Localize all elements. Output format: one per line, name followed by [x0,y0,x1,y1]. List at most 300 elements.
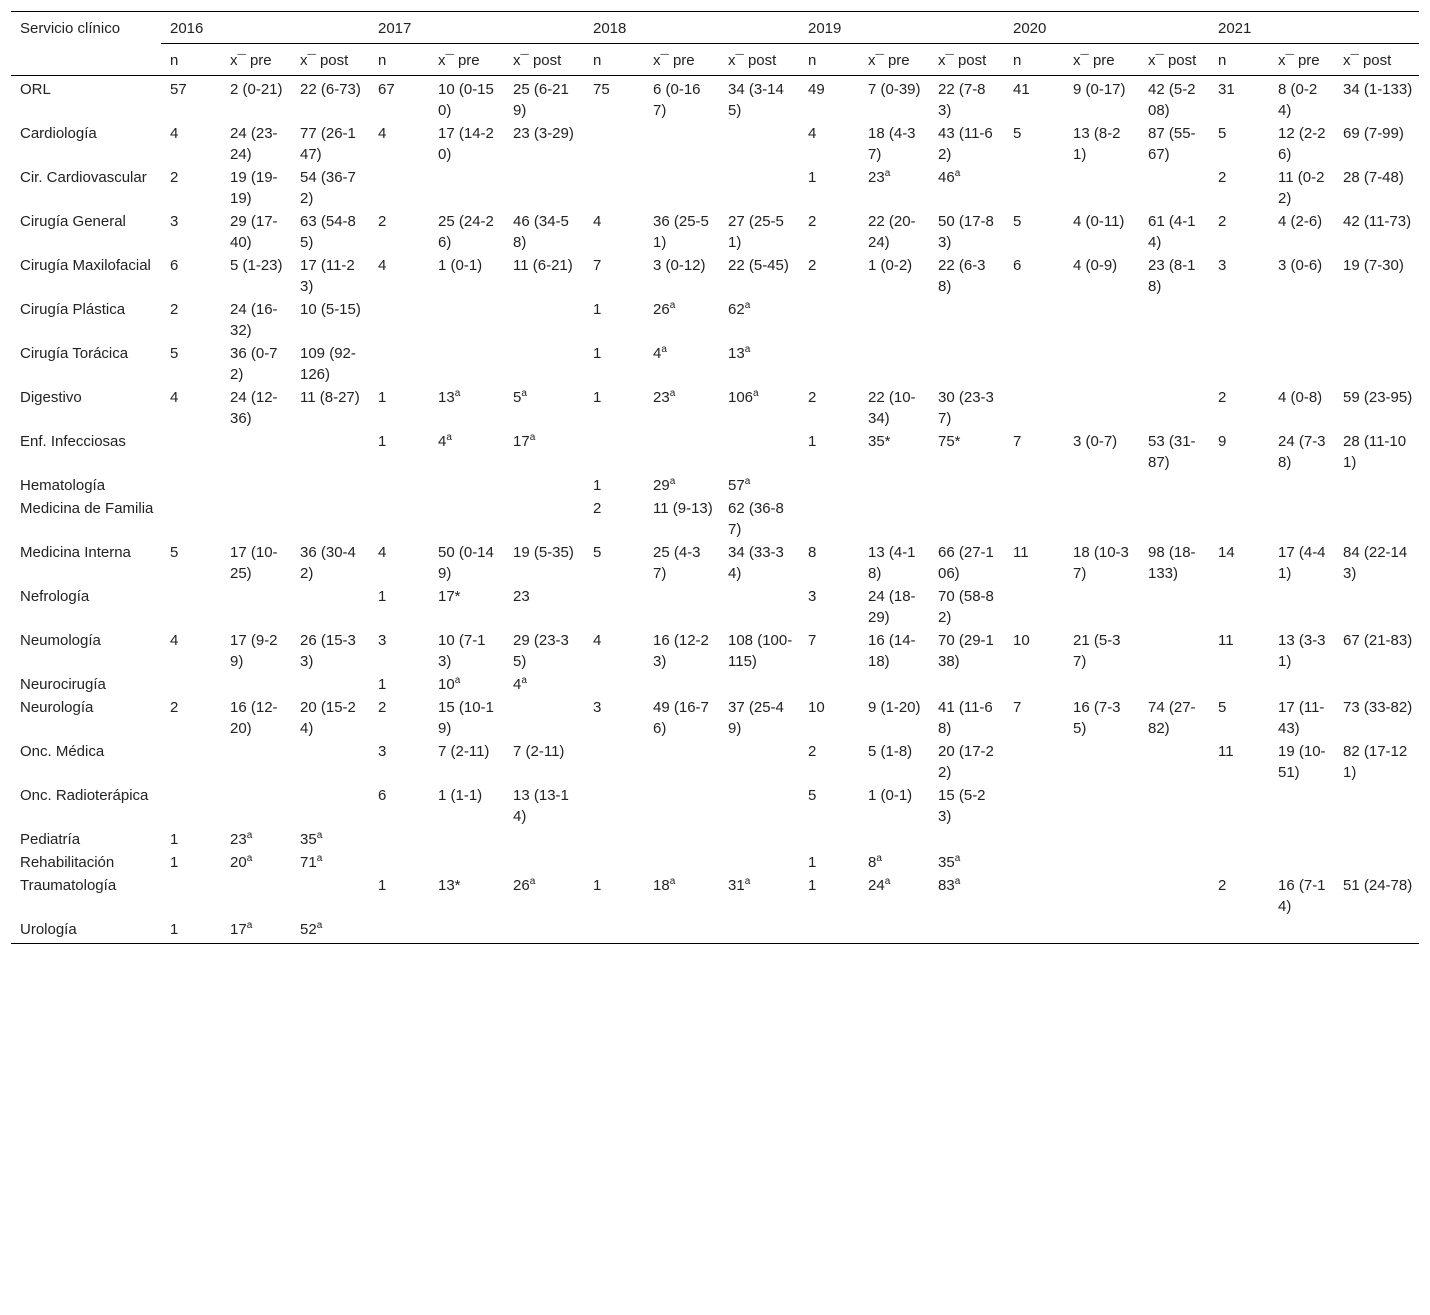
cell-post: 34 (1-133) [1343,81,1413,98]
cell-pre [1064,496,1139,540]
cell-post: 23 (8-18) [1148,257,1196,295]
cell-n: 5 [170,544,179,561]
cell-post: 70 (29-138) [938,632,994,670]
cell-post: 36 (30-42) [300,544,356,582]
cell-pre: 4 (0-11) [1073,213,1125,230]
cell-post: 42 (11-73) [1343,213,1412,230]
cell-n [584,783,644,827]
subheader-pre: x¯ pre [429,44,504,76]
table-row [11,385,1419,429]
cell-pre [1064,584,1139,628]
cell-n: 31 [1218,81,1235,98]
cell-pre: 1 (1-1) [438,787,483,804]
cell-n: 3 [170,213,179,230]
cell-post: 27 (25-51) [728,213,784,251]
cell-n: 1 [378,389,387,406]
table-row [11,297,1419,341]
cell-pre [1269,297,1334,341]
cell-n [369,341,429,385]
cell-n: 2 [808,257,817,274]
cell-pre: 4 (2-6) [1278,213,1323,230]
cell-n [1004,739,1064,783]
cell-pre: 16 (12-20) [230,699,278,737]
cell-pre [429,473,504,496]
cell-n: 1 [808,169,817,186]
cell-n: 4 [808,125,817,142]
cell-post: 98 (18-133) [1148,544,1196,582]
cell-post [504,341,584,385]
cell-post: 22 (6-73) [300,81,361,98]
cell-post: 20 (17-22) [938,743,994,781]
cell-pre: 3 (0-6) [1278,257,1323,274]
cell-pre: 3 (0-7) [1073,433,1118,450]
cell-n [161,496,221,540]
cell-n: 1 [593,345,602,362]
table-body [11,76,1419,944]
service-name: Medicina de Familia [20,500,154,517]
cell-post: 17 (11-23) [300,257,355,295]
cell-pre [644,850,719,873]
cell-post: 109 (92-126) [300,345,356,383]
cell-pre [1064,850,1139,873]
service-name: Rehabilitación [20,854,115,871]
cell-n [584,429,644,473]
cell-pre: 7 (0-39) [868,81,921,98]
cell-n: 5 [593,544,602,561]
cell-n: 4 [170,389,179,406]
subheader-empty [11,44,161,76]
cell-post [504,297,584,341]
cell-n [1004,672,1064,695]
cell-pre: 13$^a$ [438,388,461,406]
cell-post: 43 (11-62) [938,125,993,163]
cell-pre: 36 (0-72) [230,345,278,383]
cell-n [1209,672,1269,695]
cell-n: 1 [170,831,179,848]
cell-pre: 24 (18-29) [868,588,916,626]
cell-n [799,297,859,341]
cell-n: 4 [378,544,387,561]
cell-post: 34 (3-145) [728,81,784,119]
subheader-post: x¯ post [1139,44,1209,76]
cell-post: 25 (6-219) [513,81,569,119]
subheader-n: n [1209,44,1269,76]
year-header-2016: 2016 [161,12,369,44]
cell-pre: 5 (1-8) [868,743,913,760]
cell-n: 2 [1218,389,1227,406]
cell-pre: 10 (0-150) [438,81,494,119]
cell-pre [429,297,504,341]
cell-pre [221,473,291,496]
year-header-2019: 2019 [799,12,1004,44]
cell-pre [1064,297,1139,341]
cell-n: 41 [1013,81,1030,98]
service-name: Traumatología [20,877,117,894]
cell-n: 10 [1013,632,1030,649]
cell-pre: 49 (16-76) [653,699,709,737]
cell-pre [644,783,719,827]
cell-n: 4 [593,632,602,649]
year-header-2017: 2017 [369,12,584,44]
cell-pre [1269,850,1334,873]
service-name: Cirugía Maxilofacial [20,257,151,274]
table-row [11,209,1419,253]
cell-n: 5 [808,787,817,804]
cell-n [1209,297,1269,341]
subheader-row [11,44,1419,76]
cell-pre: 18 (4-37) [868,125,916,163]
cell-post [1139,385,1209,429]
subheader-pre: x¯ pre [859,44,929,76]
cell-n: 49 [808,81,825,98]
cell-post: 67 (21-83) [1343,632,1413,649]
cell-post [719,917,799,944]
cell-pre [1064,783,1139,827]
cell-post [719,850,799,873]
cell-post [1334,783,1419,827]
cell-pre [1064,473,1139,496]
cell-post [291,783,369,827]
cell-n [1004,297,1064,341]
cell-post [929,473,1004,496]
cell-post: 31$^a$ [728,876,751,894]
cell-post [1334,496,1419,540]
cell-pre [644,917,719,944]
cell-post [504,165,584,209]
cell-pre: 17* [438,588,461,605]
cell-pre: 25 (24-26) [438,213,494,251]
cell-post: 77 (26-147) [300,125,356,163]
cell-post [1139,917,1209,944]
cell-post: 53 (31-87) [1148,433,1196,471]
cell-n: 2 [170,699,179,716]
cell-pre: 1 (0-1) [868,787,913,804]
cell-post: 13 (13-14) [513,787,569,825]
cell-pre: 22 (20-24) [868,213,916,251]
cell-n: 5 [170,345,179,362]
cell-pre [1064,341,1139,385]
cell-n: 2 [1218,877,1227,894]
subheader-pre: x¯ pre [644,44,719,76]
table-row [11,121,1419,165]
cell-n: 3 [378,632,387,649]
cell-pre: 17 (11-43) [1278,699,1325,737]
cell-pre: 8$^a$ [868,853,882,871]
cell-post: 28 (11-101) [1343,433,1407,471]
cell-post: 59 (23-95) [1343,389,1413,406]
table-row [11,76,1419,122]
year-header-2021: 2021 [1209,12,1419,44]
cell-pre: 13 (4-18) [868,544,916,582]
table-row [11,628,1419,672]
cell-pre [429,341,504,385]
table-row [11,672,1419,695]
cell-n [1209,473,1269,496]
cell-n [1004,584,1064,628]
cell-pre: 19 (19-19) [230,169,278,207]
cell-post: 73 (33-82) [1343,699,1413,716]
cell-n: 3 [808,588,817,605]
subheader-post: x¯ post [719,44,799,76]
cell-pre: 29$^a$ [653,476,676,494]
cell-n: 6 [170,257,179,274]
cell-n [161,672,221,695]
cell-n [161,873,221,917]
cell-pre [859,297,929,341]
cell-n: 2 [808,389,817,406]
cell-n: 2 [1218,213,1227,230]
cell-post [291,584,369,628]
cell-pre: 19 (10-51) [1278,743,1326,781]
cell-n: 4 [378,125,387,142]
cell-pre [1269,473,1334,496]
cell-pre: 15 (10-19) [438,699,494,737]
cell-post: 11 (8-27) [300,389,360,406]
cell-post: 51 (24-78) [1343,877,1413,894]
cell-n [369,473,429,496]
cell-post: 82 (17-121) [1343,743,1408,781]
cell-n: 1 [378,676,387,693]
cell-pre [859,917,929,944]
cell-pre [859,473,929,496]
cell-n [161,584,221,628]
cell-pre [221,783,291,827]
cell-post: 108 (100-115) [728,632,793,670]
cell-post [1139,165,1209,209]
cell-post: 20 (15-24) [300,699,356,737]
table-row [11,873,1419,917]
cell-n: 3 [593,699,602,716]
cell-n [1209,584,1269,628]
cell-n [799,496,859,540]
cell-post: 13$^a$ [728,344,751,362]
cell-n: 1 [378,588,387,605]
service-name: Hematología [20,477,106,494]
table-row [11,917,1419,944]
cell-pre: 7 (2-11) [438,743,490,760]
cell-pre: 1 (0-1) [438,257,483,274]
cell-n [1004,385,1064,429]
cell-post [504,917,584,944]
cell-post [719,827,799,850]
cell-post: 23 (3-29) [513,125,574,142]
cell-pre: 23$^a$ [653,388,676,406]
cell-post: 84 (22-143) [1343,544,1408,582]
service-name: Digestivo [20,389,82,406]
cell-pre: 6 (0-167) [653,81,701,119]
cell-pre: 12 (2-26) [1278,125,1326,163]
cell-pre: 11 (0-22) [1278,169,1325,207]
cell-n [1209,496,1269,540]
cell-pre: 29 (17-40) [230,213,278,251]
cell-pre [221,672,291,695]
cell-post: 17$^a$ [513,432,536,450]
cell-post: 4$^a$ [513,675,527,693]
cell-n [161,473,221,496]
cell-n [584,672,644,695]
cell-pre: 4$^a$ [653,344,667,362]
cell-post: 74 (27-82) [1148,699,1196,737]
cell-post: 41 (11-68) [938,699,993,737]
cell-n [369,496,429,540]
table-row [11,584,1419,628]
cell-n [1209,827,1269,850]
cell-n: 75 [593,81,610,98]
cell-pre: 13 (8-21) [1073,125,1121,163]
cell-n: 2 [808,213,817,230]
cell-n [584,827,644,850]
cell-post [504,850,584,873]
cell-pre [1269,917,1334,944]
cell-pre [644,121,719,165]
cell-n: 1 [593,389,602,406]
cell-n [1209,850,1269,873]
cell-post: 52$^a$ [291,917,369,944]
cell-pre [429,496,504,540]
cell-pre: 24 (7-38) [1278,433,1326,471]
cell-pre: 10$^a$ [438,675,461,693]
cell-n [1004,827,1064,850]
cell-post [1334,917,1419,944]
cell-pre: 11 (9-13) [653,500,713,517]
service-name: Neurología [20,699,94,716]
cell-n [584,165,644,209]
cell-post: 106$^a$ [728,388,759,406]
table-row [11,827,1419,850]
cell-n [799,341,859,385]
cell-n [1004,873,1064,917]
cell-post: 75* [938,433,961,450]
subheader-pre: x¯ pre [1269,44,1334,76]
cell-pre: 23$^a$ [230,830,253,848]
cell-n [1004,165,1064,209]
cell-pre [644,672,719,695]
cell-n [369,827,429,850]
cell-pre: 22 (10-34) [868,389,916,427]
cell-pre [644,739,719,783]
cell-pre: 8 (0-24) [1278,81,1318,119]
cell-post [291,739,369,783]
cell-pre: 2 (0-21) [230,81,283,98]
cell-n [369,917,429,944]
cell-n: 5 [1218,125,1227,142]
cell-n: 2 [378,213,387,230]
table-row [11,341,1419,385]
cell-pre [1064,385,1139,429]
cell-post: 22 (7-83) [938,81,986,119]
service-name: Cirugía Torácica [20,345,129,362]
cell-pre: 4 (0-9) [1073,257,1118,274]
cell-pre: 35* [868,433,891,450]
cell-n [1209,917,1269,944]
cell-post: 10 (5-15) [300,301,361,318]
cell-n: 4 [593,213,602,230]
cell-post [1334,584,1419,628]
cell-pre [644,827,719,850]
service-name: Nefrología [20,588,90,605]
table-row [11,253,1419,297]
cell-pre [1269,672,1334,695]
cell-n: 1 [593,301,602,318]
cell-n [369,297,429,341]
cell-post [1334,473,1419,496]
cell-post [1139,584,1209,628]
cell-n: 9 [1218,433,1227,450]
cell-pre: 20$^a$ [230,853,253,871]
cell-pre: 16 (7-14) [1278,877,1326,915]
cell-n: 11 [1218,743,1234,760]
service-name: Cirugía General [20,213,126,230]
table-row [11,473,1419,496]
cell-post [1139,297,1209,341]
cell-n: 1 [808,854,817,871]
cell-pre: 24 (23-24) [230,125,278,163]
cell-n [161,739,221,783]
cell-post [929,917,1004,944]
cell-post [1139,783,1209,827]
cell-n: 11 [1218,632,1234,649]
service-name: Onc. Médica [20,743,105,760]
cell-post [719,783,799,827]
cell-post [929,496,1004,540]
table-row [11,165,1419,209]
clinical-service-table [11,11,1419,944]
cell-n: 4 [170,125,179,142]
cell-pre [221,584,291,628]
cell-n [369,850,429,873]
cell-post [1334,341,1419,385]
cell-post [719,584,799,628]
cell-post [291,496,369,540]
cell-pre [221,429,291,473]
cell-pre: 13 (3-31) [1278,632,1326,670]
service-name: Cir. Cardiovascular [20,169,147,186]
cell-post [291,672,369,695]
cell-n [1209,783,1269,827]
subheader-n: n [799,44,859,76]
cell-pre [644,429,719,473]
cell-post [1334,827,1419,850]
cell-pre [1269,584,1334,628]
cell-n: 1 [161,917,221,944]
cell-pre: 16 (7-35) [1073,699,1121,737]
cell-pre: 25 (4-37) [653,544,701,582]
cell-n [1004,341,1064,385]
cell-pre [429,850,504,873]
cell-pre: 17 (9-29) [230,632,278,670]
cell-post [929,297,1004,341]
cell-pre: 24 (16-32) [230,301,278,339]
cell-n: 10 [808,699,825,716]
subheader-n: n [161,44,221,76]
cell-n: 6 [1013,257,1022,274]
cell-post: 62$^a$ [728,300,751,318]
cell-post: 30 (23-37) [938,389,994,427]
cell-post: 57$^a$ [728,476,751,494]
cell-pre: 17 (4-41) [1278,544,1326,582]
cell-pre [859,341,929,385]
cell-pre [221,739,291,783]
table-row [11,429,1419,473]
cell-post: 70 (58-82) [938,588,994,626]
cell-post [504,827,584,850]
cell-n: 1 [378,433,387,450]
cell-post: 28 (7-48) [1343,169,1404,186]
cell-pre: 3 (0-12) [653,257,706,274]
cell-post [291,873,369,917]
cell-post: 22 (6-38) [938,257,986,295]
cell-post: 11 (6-21) [513,257,573,274]
